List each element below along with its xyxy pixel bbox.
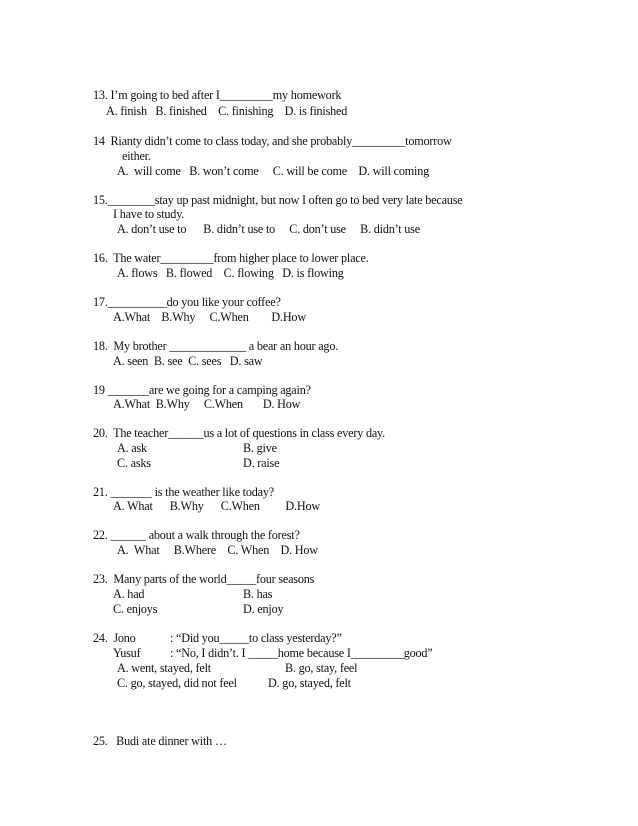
question-22-prompt: 22. ______ about a walk through the forest?	[93, 528, 300, 542]
question-19-options: A.What B.Why C.When D. How	[113, 397, 301, 411]
question-15-options: A. don’t use to B. didn’t use to C. don’t use B. didn’t use	[117, 222, 420, 236]
question-13-options: A. finish B. finished C. finishing D. is finished	[106, 104, 348, 118]
question-20-option-c: C. asks	[117, 456, 151, 470]
question-14-prompt-continued: either.	[122, 149, 151, 163]
question-19-prompt: 19 _______are we going for a camping again?	[93, 383, 311, 397]
question-24-option-d: D. go, stayed, felt	[268, 676, 351, 690]
question-15-prompt-continued: I have to study.	[113, 207, 185, 221]
question-24-speaker-1: 24. Jono	[93, 631, 136, 645]
question-20-option-b: B. give	[243, 441, 277, 455]
question-13-prompt: 13. I’m going to bed after I_________my homework	[93, 88, 342, 102]
question-16-prompt: 16. The water_________from higher place to lower place.	[93, 251, 369, 265]
question-18-options: A. seen B. see C. sees D. saw	[113, 354, 263, 368]
question-24-line-2: : “No, I didn’t. I _____home because I_________good”	[170, 646, 433, 660]
question-20-prompt: 20. The teacher______us a lot of questions in class every day.	[93, 426, 386, 440]
question-20-option-a: A. ask	[117, 441, 147, 455]
question-23-option-b: B. has	[243, 587, 273, 601]
question-23-option-d: D. enjoy	[243, 602, 284, 616]
question-23-option-a: A. had	[113, 587, 145, 601]
question-16-options: A. flows B. flowed C. flowing D. is flowing	[117, 266, 344, 280]
question-17-options: A.What B.Why C.When D.How	[113, 310, 306, 324]
question-24-option-b: B. go, stay, feel	[285, 661, 358, 675]
question-23-prompt: 23. Many parts of the world_____four seasons	[93, 572, 315, 586]
question-14-options: A. will come B. won’t come C. will be come D. will coming	[117, 164, 430, 178]
question-24-speaker-2: Yusuf	[113, 646, 141, 660]
question-24-line-1: : “Did you_____to class yesterday?”	[170, 631, 342, 645]
question-24-option-a: A. went, stayed, felt	[117, 661, 211, 675]
question-21-prompt: 21. _______ is the weather like today?	[93, 485, 274, 499]
question-24-option-c: C. go, stayed, did not feel	[117, 676, 237, 690]
question-14-prompt: 14 Rianty didn’t come to class today, and she probably_________tomorrow	[93, 134, 452, 148]
question-23-option-c: C. enjoys	[113, 602, 158, 616]
question-18-prompt: 18. My brother _____________ a bear an hour ago.	[93, 339, 339, 353]
question-15-prompt: 15.________stay up past midnight, but now I often go to bed very late because	[93, 193, 463, 207]
question-21-options: A. What B.Why C.When D.How	[113, 499, 320, 513]
question-20-option-d: D. raise	[243, 456, 280, 470]
question-17-prompt: 17.__________do you like your coffee?	[93, 295, 281, 309]
question-22-options: A. What B.Where C. When D. How	[117, 543, 318, 557]
question-25-prompt: 25. Budi ate dinner with …	[93, 734, 227, 748]
